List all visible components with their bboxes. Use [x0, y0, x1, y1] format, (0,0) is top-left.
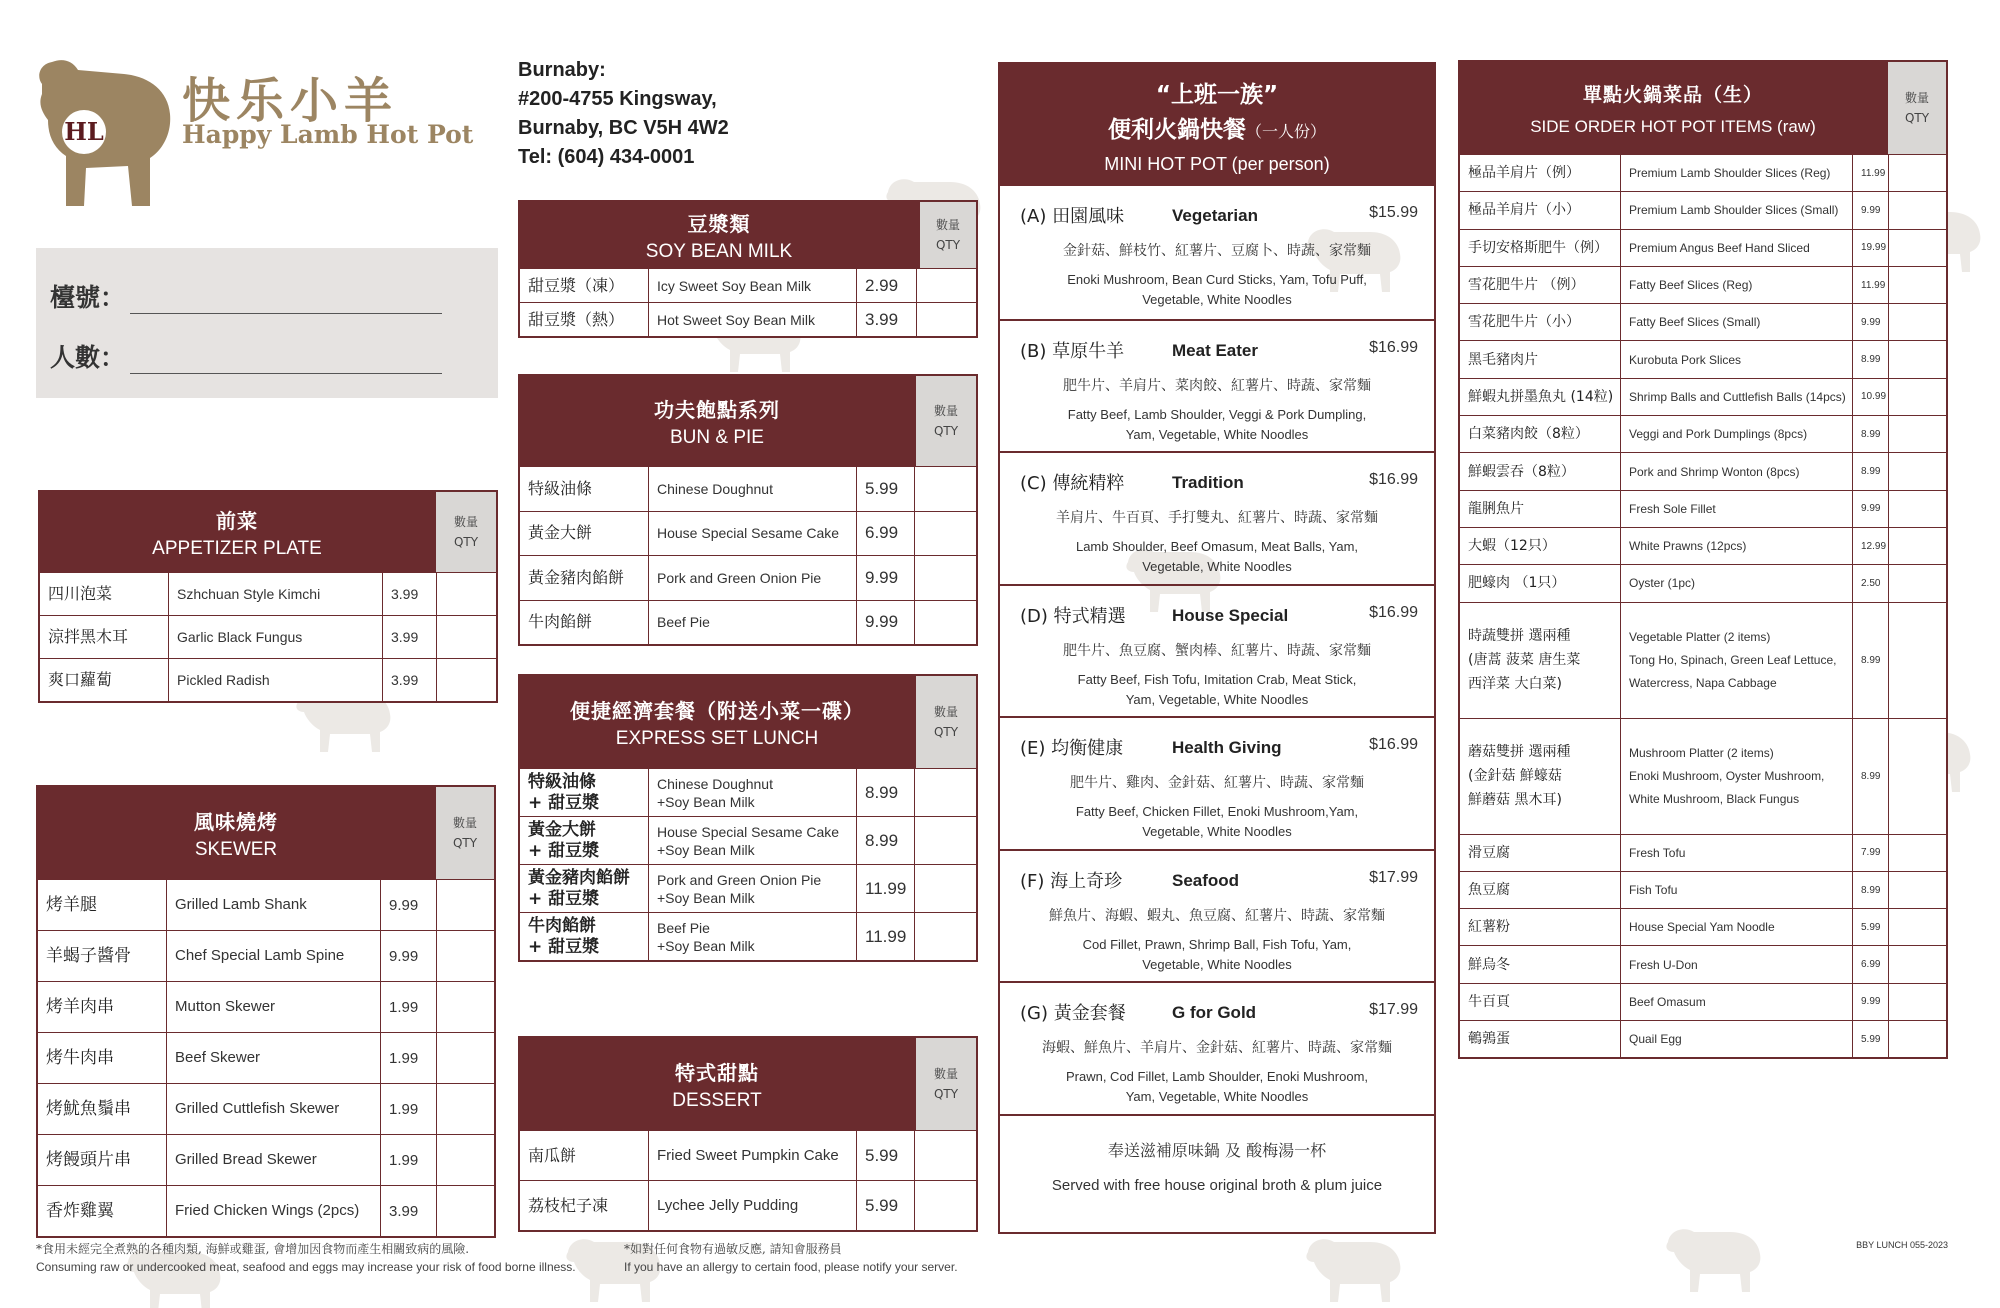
combo-name-cn: (E) 均衡健康	[1020, 738, 1124, 759]
item-price: 9.99	[856, 556, 914, 600]
restaurant-address	[518, 56, 938, 172]
combo-ingredients-cn: 肥牛片、魚豆腐、蟹肉棒、紅薯片、時蔬、家常麵	[1063, 642, 1371, 659]
item-name-en: Kurobuta Pork Slices	[1620, 341, 1852, 377]
item-qty-cell[interactable]	[436, 1033, 494, 1083]
item-qty-cell[interactable]	[1888, 267, 1946, 303]
item-name-cn: 黃金大餅	[528, 523, 593, 543]
item-qty-cell[interactable]	[1888, 304, 1946, 340]
combo-name-en: Vegetarian	[1172, 206, 1258, 225]
hot-pot-combo	[1000, 981, 1434, 1114]
menu-item-row	[520, 268, 976, 302]
item-price: 5.99	[1852, 909, 1888, 945]
item-name-en: Szhchuan Style Kimchi	[168, 573, 382, 615]
item-price: 3.99	[856, 303, 916, 336]
raw-food-warning: *食用未經完全煮熟的各種肉類, 海鮮或雞蛋, 會增加因食物而產生相關致病的風險. Consuming raw or undercooked meat, seafood and eggs may increase your risk of food borne illness.	[36, 1242, 576, 1274]
menu-item-row	[38, 981, 494, 1032]
item-qty-cell[interactable]	[914, 865, 976, 912]
set-name-en: Beef Pie +Soy Bean Milk	[648, 913, 856, 960]
combo-ingredients-cn: 肥牛片、雞肉、金針菇、紅薯片、時蔬、家常麵	[1070, 775, 1364, 791]
item-name-cn: 魚豆腐	[1468, 882, 1510, 898]
combo-price: $16.99	[1369, 471, 1418, 488]
item-name-cn: 滑豆腐	[1468, 844, 1510, 861]
sheep-watermark	[1666, 1229, 1760, 1292]
item-qty-cell[interactable]	[1888, 719, 1946, 834]
item-qty-cell[interactable]	[1888, 565, 1946, 601]
item-name-cn: 鵪鶉蛋	[1468, 1031, 1510, 1048]
item-name-cn: 香炸雞翼	[46, 1201, 114, 1221]
item-price: 3.99	[380, 1186, 436, 1236]
appetizer-section	[38, 490, 498, 703]
item-name-cn: 南瓜餅	[528, 1145, 577, 1165]
set-price: 8.99	[856, 817, 914, 864]
platter-name-cn: 時蔬雙拼 選兩種 (唐蒿 菠菜 唐生菜 西洋菜 大白菜)	[1468, 628, 1581, 693]
platter-row	[1460, 602, 1946, 718]
item-qty-cell[interactable]	[914, 467, 976, 511]
combo-name-cn: (F) 海上奇珍	[1020, 870, 1123, 892]
item-name-cn: 龍脷魚片	[1468, 500, 1524, 517]
combo-ingredients-cn: 肥牛片、羊肩片、菜肉餃、紅薯片、時蔬、家常麵	[1063, 377, 1371, 394]
hot-pot-combo	[1000, 451, 1434, 584]
item-name-en: White Prawns (12pcs)	[1620, 528, 1852, 564]
item-qty-cell[interactable]	[1888, 230, 1946, 266]
item-name-cn: 烤魷魚鬚串	[46, 1099, 131, 1119]
people-count-field[interactable]	[130, 368, 442, 374]
allergy-notice: *如對任何食物有過敏反應, 請知會服務員 If you have an allergy to certain food, please notify your server.	[624, 1242, 958, 1274]
item-price: 9.99	[1852, 984, 1888, 1020]
item-qty-cell[interactable]	[1888, 984, 1946, 1020]
item-name-cn: 黑毛豬肉片	[1468, 351, 1538, 368]
menu-item-row	[1460, 452, 1946, 489]
item-price: 9.99	[380, 880, 436, 930]
item-price: 7.99	[1852, 835, 1888, 871]
item-name-en: Premium Angus Beef Hand Sliced	[1620, 230, 1852, 266]
menu-item-row	[40, 658, 496, 701]
item-qty-cell[interactable]	[436, 982, 494, 1032]
dessert-section	[518, 1036, 978, 1232]
qty-header: 數量 QTY	[434, 492, 496, 572]
menu-item-row	[520, 511, 976, 556]
item-name-cn: 烤饅頭片串	[46, 1150, 131, 1170]
soy-milk-section	[518, 200, 978, 338]
item-name-en: Pork and Shrimp Wonton (8pcs)	[1620, 453, 1852, 489]
item-price: 1.99	[380, 1135, 436, 1185]
platter-name-en: Mushroom Platter (2 items) Enoki Mushroom, Oyster Mushroom, White Mushroom, Black Fungus	[1620, 719, 1852, 834]
item-name-cn: 大蝦（12只）	[1468, 538, 1556, 555]
menu-item-row	[38, 1032, 494, 1083]
item-price: 8.99	[1852, 341, 1888, 377]
combo-name-cn: (B) 草原牛羊	[1020, 340, 1125, 362]
menu-item-row	[1460, 415, 1946, 452]
menu-item-row	[1460, 983, 1946, 1020]
item-name-en: Hot Sweet Soy Bean Milk	[648, 303, 856, 336]
item-name-en: Mutton Skewer	[166, 982, 380, 1032]
menu-item-row	[38, 930, 494, 981]
combo-name-en: Health Giving	[1172, 738, 1282, 757]
combo-ingredients-cn: 海蝦、鮮魚片、羊肩片、金針菇、紅薯片、時蔬、家常麵	[1042, 1040, 1392, 1056]
item-qty-cell[interactable]	[1888, 155, 1946, 191]
item-qty-cell[interactable]	[1888, 835, 1946, 871]
item-name-cn: 牛百頁	[1468, 993, 1510, 1010]
menu-item-row	[1460, 378, 1946, 415]
set-name-cn: 牛肉餡餅 + 甜豆漿	[528, 915, 600, 957]
item-name-cn: 羊蝎子醬骨	[46, 946, 131, 966]
hot-pot-combo	[1000, 186, 1434, 319]
combo-name-en: Seafood	[1172, 870, 1240, 890]
menu-item-row	[520, 555, 976, 600]
combo-price: $17.99	[1369, 1001, 1418, 1018]
item-qty-cell[interactable]	[436, 931, 494, 981]
brand-logo	[32, 56, 474, 216]
combo-ingredients-en: Fatty Beef, Lamb Shoulder, Veggi & Pork Dumpling, Yam, Vegetable, White Noodles	[1067, 406, 1367, 442]
combo-price: $15.99	[1369, 204, 1418, 221]
menu-item-row	[1460, 945, 1946, 982]
combo-name-cn: (G) 黃金套餐	[1020, 1003, 1126, 1024]
item-price: 3.99	[382, 616, 436, 658]
item-name-cn: 牛肉餡餅	[528, 612, 593, 632]
item-name-en: Fresh Tofu	[1620, 835, 1852, 871]
combo-ingredients-cn: 鮮魚片、海蝦、蝦丸、魚豆腐、紅薯片、時蔬、家常麵	[1049, 907, 1385, 924]
menu-item-row	[520, 1180, 976, 1230]
menu-item-row	[1460, 527, 1946, 564]
item-name-en: Chinese Doughnut	[648, 467, 856, 511]
item-price: 6.99	[856, 512, 914, 556]
express-set-row	[520, 768, 976, 816]
hot-pot-combo	[1000, 849, 1434, 982]
item-name-en: Premium Lamb Shoulder Slices (Small)	[1620, 192, 1852, 228]
item-qty-cell[interactable]	[914, 601, 976, 645]
menu-item-row	[1460, 340, 1946, 377]
item-name-en: Garlic Black Fungus	[168, 616, 382, 658]
menu-item-row	[1460, 908, 1946, 945]
item-price: 2.99	[856, 269, 916, 302]
combo-name-cn: (C) 傳統精粹	[1020, 473, 1125, 494]
item-name-cn: 極品羊肩片（小）	[1468, 202, 1580, 219]
item-price: 9.99	[1852, 304, 1888, 340]
item-name-en: Beef Omasum	[1620, 984, 1852, 1020]
item-name-en: Pickled Radish	[168, 659, 382, 701]
item-qty-cell[interactable]	[914, 913, 976, 960]
platter-name-en: Vegetable Platter (2 items) Tong Ho, Spinach, Green Leaf Lettuce, Watercress, Napa Cabbage	[1620, 603, 1852, 718]
combo-ingredients-cn: 羊肩片、牛百頁、手打雙丸、紅薯片、時蔬、家常麵	[1056, 510, 1378, 526]
item-price: 5.99	[856, 1181, 914, 1230]
sheep-watermark	[1306, 1239, 1400, 1302]
platter-price: 8.99	[1852, 603, 1888, 718]
item-name-en: Beef Pie	[648, 601, 856, 645]
qty-header: 數量 QTY	[434, 787, 494, 879]
combo-name-cn: (A) 田園風味	[1020, 206, 1125, 227]
set-name-en: Pork and Green Onion Pie +Soy Bean Milk	[648, 865, 856, 912]
set-name-en: Chinese Doughnut +Soy Bean Milk	[648, 769, 856, 816]
table-number-label: 檯號：	[50, 283, 126, 312]
menu-item-row	[1460, 1020, 1946, 1057]
set-name-cn: 黃金豬肉餡餅 + 甜豆漿	[528, 867, 630, 909]
menu-item-row	[38, 1134, 494, 1185]
combo-ingredients-en: Prawn, Cod Fillet, Lamb Shoulder, Enoki Mushroom, Yam, Vegetable, White Noodles	[1065, 1069, 1369, 1104]
menu-code: BBY LUNCH 055-2023	[1856, 1240, 1948, 1250]
menu-item-row	[38, 1083, 494, 1134]
address-region: Burnaby, BC V5H 4W2	[518, 117, 729, 139]
address-city: Burnaby:	[518, 59, 606, 81]
item-name-en: Fried Chicken Wings (2pcs)	[166, 1186, 380, 1236]
item-qty-cell[interactable]	[914, 769, 976, 816]
item-name-cn: 爽口蘿蔔	[48, 670, 113, 689]
appetizer-title: 前菜 APPETIZER PLATE	[40, 492, 434, 572]
menu-item-row	[1460, 564, 1946, 601]
set-name-cn: 特級油條 + 甜豆漿	[528, 771, 600, 813]
item-name-en: Oyster (1pc)	[1620, 565, 1852, 601]
item-name-en: Grilled Bread Skewer	[166, 1135, 380, 1185]
item-name-en: Fatty Beef Slices (Small)	[1620, 304, 1852, 340]
item-name-en: Grilled Cuttlefish Skewer	[166, 1084, 380, 1134]
skewer-section	[36, 785, 496, 1238]
brand-name-cn: 快乐小羊	[182, 73, 399, 129]
item-qty-cell[interactable]	[914, 512, 976, 556]
item-name-cn: 四川泡菜	[48, 584, 113, 603]
item-qty-cell[interactable]	[1888, 379, 1946, 415]
item-name-en: Fish Tofu	[1620, 872, 1852, 908]
menu-item-row	[520, 1130, 976, 1180]
item-name-en: Beef Skewer	[166, 1033, 380, 1083]
item-price: 2.50	[1852, 565, 1888, 601]
item-qty-cell[interactable]	[1888, 1021, 1946, 1057]
express-set-row	[520, 864, 976, 912]
combo-ingredients-en: Lamb Shoulder, Beef Omasum, Meat Balls, Yam, Vegetable, White Noodles	[1075, 539, 1359, 574]
item-price: 5.99	[856, 467, 914, 511]
item-qty-cell[interactable]	[1888, 872, 1946, 908]
item-price: 1.99	[380, 1084, 436, 1134]
combo-name-en: Tradition	[1172, 473, 1244, 492]
item-qty-cell[interactable]	[914, 556, 976, 600]
item-price: 3.99	[382, 573, 436, 615]
express-set-row	[520, 912, 976, 960]
item-name-en: Chef Special Lamb Spine	[166, 931, 380, 981]
item-name-cn: 雪花肥牛片（小）	[1468, 314, 1580, 331]
menu-item-row	[1460, 154, 1946, 191]
item-name-cn: 鮮蝦丸拼墨魚丸 (14粒)	[1468, 388, 1614, 405]
item-name-en: Quail Egg	[1620, 1021, 1852, 1057]
item-name-en: Fried Sweet Pumpkin Cake	[648, 1131, 856, 1180]
item-name-cn: 極品羊肩片（例）	[1468, 165, 1580, 182]
express-set-row	[520, 816, 976, 864]
combo-ingredients-en: Enoki Mushroom, Bean Curd Sticks, Yam, Tofu Puff, Vegetable, White Noodles	[1067, 272, 1367, 307]
platter-row	[1460, 718, 1946, 834]
brand-name-en: Happy Lamb Hot Pot	[182, 120, 474, 149]
item-name-cn: 黃金豬肉餡餅	[528, 567, 625, 587]
item-name-cn: 涼拌黑木耳	[48, 627, 129, 646]
table-number-field[interactable]	[130, 308, 442, 314]
set-price: 11.99	[856, 913, 914, 960]
item-price: 19.99	[1852, 230, 1888, 266]
address-tel: Tel: (604) 434-0001	[518, 146, 695, 168]
item-price: 1.99	[380, 1033, 436, 1083]
item-qty-cell[interactable]	[436, 880, 494, 930]
item-name-en: Shrimp Balls and Cuttlefish Balls (14pcs)	[1620, 379, 1852, 415]
combo-price: $17.99	[1369, 868, 1418, 886]
item-price: 11.99	[1852, 267, 1888, 303]
item-name-cn: 荔枝杞子凍	[528, 1195, 609, 1215]
set-name-en: House Special Sesame Cake +Soy Bean Milk	[648, 817, 856, 864]
item-price: 6.99	[1852, 946, 1888, 982]
combo-ingredients-en: Cod Fillet, Prawn, Shrimp Ball, Fish Tofu, Yam, Vegetable, White Noodles	[1082, 936, 1352, 972]
set-price: 11.99	[856, 865, 914, 912]
item-qty-cell[interactable]	[914, 1131, 976, 1180]
item-price: 12.99	[1852, 528, 1888, 564]
item-qty-cell[interactable]	[1888, 603, 1946, 718]
item-qty-cell[interactable]	[436, 1084, 494, 1134]
item-qty-cell[interactable]	[436, 1186, 494, 1236]
menu-item-row	[38, 1185, 494, 1236]
item-name-en: Grilled Lamb Shank	[166, 880, 380, 930]
bun-pie-section	[518, 374, 978, 646]
item-qty-cell[interactable]	[1888, 416, 1946, 452]
item-qty-cell[interactable]	[1888, 453, 1946, 489]
qty-header: 數量 QTY	[1886, 62, 1946, 154]
item-name-cn: 紅薯粉	[1468, 919, 1510, 936]
item-price: 8.99	[1852, 453, 1888, 489]
qty-header: 數量 QTY	[914, 376, 976, 466]
menu-item-row	[1460, 834, 1946, 871]
platter-price: 8.99	[1852, 719, 1888, 834]
soy-milk-title: 豆漿類 SOY BEAN MILK	[520, 202, 918, 268]
hot-pot-combo	[1000, 584, 1434, 717]
item-price: 11.99	[1852, 155, 1888, 191]
item-qty-cell[interactable]	[1888, 528, 1946, 564]
item-name-cn: 肥蠔肉 （1只）	[1468, 575, 1566, 592]
item-name-cn: 烤牛肉串	[46, 1048, 114, 1068]
lamb-logo-icon	[32, 56, 182, 216]
express-lunch-section	[518, 674, 978, 962]
item-name-en: Pork and Green Onion Pie	[648, 556, 856, 600]
item-name-en: Fresh U-Don	[1620, 946, 1852, 982]
menu-item-row	[520, 600, 976, 645]
item-name-en: House Special Sesame Cake	[648, 512, 856, 556]
item-name-en: House Special Yam Noodle	[1620, 909, 1852, 945]
combo-price: $16.99	[1369, 338, 1418, 356]
menu-item-row	[1460, 191, 1946, 228]
mini-hot-pot-title: “上班一族” 便利火鍋快餐（一人份） MINI HOT POT (per person)	[1000, 64, 1434, 186]
item-name-en: Icy Sweet Soy Bean Milk	[648, 269, 856, 302]
combo-price: $16.99	[1369, 603, 1418, 621]
item-name-cn: 鮮烏冬	[1468, 956, 1510, 973]
combo-ingredients-en: Fatty Beef, Chicken Fillet, Enoki Mushroom,Yam, Vegetable, White Noodles	[1075, 804, 1359, 839]
item-qty-cell[interactable]	[436, 1135, 494, 1185]
item-name-en: Veggi and Pork Dumplings (8pcs)	[1620, 416, 1852, 452]
item-name-en: Fresh Sole Fillet	[1620, 491, 1852, 527]
item-name-en: Fatty Beef Slices (Reg)	[1620, 267, 1852, 303]
qty-header: 數量 QTY	[914, 676, 976, 768]
dessert-title: 特式甜點 DESSERT	[520, 1038, 914, 1130]
item-qty-cell[interactable]	[1888, 909, 1946, 945]
combo-name-cn: (D) 特式精選	[1020, 605, 1126, 627]
item-qty-cell[interactable]	[436, 573, 496, 615]
svg-text:HL: HL	[64, 117, 104, 146]
item-qty-cell[interactable]	[436, 616, 496, 658]
item-price: 3.99	[382, 659, 436, 701]
qty-header: 數量 QTY	[918, 202, 976, 268]
side-order-section	[1458, 60, 1948, 1059]
item-qty-cell[interactable]	[1888, 341, 1946, 377]
combo-ingredients-cn: 金針菇、鮮枝竹、紅薯片、豆腐卜、時蔬、家常麵	[1063, 243, 1371, 259]
combo-price: $16.99	[1369, 736, 1418, 753]
item-price: 10.99	[1852, 379, 1888, 415]
hot-pot-combo	[1000, 716, 1434, 849]
item-qty-cell[interactable]	[1888, 491, 1946, 527]
item-name-en: Premium Lamb Shoulder Slices (Reg)	[1620, 155, 1852, 191]
menu-item-row	[38, 879, 494, 930]
item-qty-cell[interactable]	[1888, 192, 1946, 228]
item-price: 5.99	[856, 1131, 914, 1180]
free-broth-note: 奉送滋補原味鍋 及 酸梅湯一杯 Served with free house original broth & plum juice	[1000, 1114, 1434, 1222]
item-qty-cell[interactable]	[914, 1181, 976, 1230]
item-name-cn: 甜豆漿（熱）	[528, 309, 625, 329]
menu-item-row	[40, 572, 496, 615]
item-price: 9.99	[1852, 192, 1888, 228]
item-price: 1.99	[380, 982, 436, 1032]
item-name-cn: 白菜豬肉餃（8粒）	[1468, 426, 1589, 443]
address-street: #200-4755 Kingsway,	[518, 88, 717, 110]
menu-item-row	[1460, 229, 1946, 266]
hot-pot-combo	[1000, 319, 1434, 452]
skewer-title: 風味燒烤 SKEWER	[38, 787, 434, 879]
combo-name-en: G for Gold	[1172, 1003, 1257, 1022]
side-order-title: 單點火鍋菜品（生） SIDE ORDER HOT POT ITEMS (raw)	[1460, 62, 1886, 154]
item-qty-cell[interactable]	[916, 269, 976, 302]
menu-item-row	[1460, 871, 1946, 908]
item-price: 9.99	[1852, 491, 1888, 527]
combo-ingredients-en: Fatty Beef, Fish Tofu, Imitation Crab, Meat Stick, Yam, Vegetable, White Noodles	[1077, 671, 1357, 707]
menu-item-row	[1460, 303, 1946, 340]
item-name-cn: 烤羊腿	[46, 895, 97, 915]
order-info-box	[36, 248, 498, 398]
item-price: 8.99	[1852, 416, 1888, 452]
item-name-cn: 雪花肥牛片 （例）	[1468, 277, 1585, 294]
menu-item-row	[1460, 490, 1946, 527]
item-name-cn: 手切安格斯肥牛（例）	[1468, 239, 1608, 256]
item-name-cn: 甜豆漿（凍）	[528, 275, 625, 295]
menu-item-row	[520, 302, 976, 336]
item-name-en: Lychee Jelly Pudding	[648, 1181, 856, 1230]
item-price: 5.99	[1852, 1021, 1888, 1057]
menu-item-row	[1460, 266, 1946, 303]
qty-header: 數量 QTY	[914, 1038, 976, 1130]
item-qty-cell[interactable]	[914, 817, 976, 864]
item-qty-cell[interactable]	[436, 659, 496, 701]
combo-name-en: House Special	[1172, 605, 1289, 625]
express-lunch-title: 便捷經濟套餐（附送小菜一碟） EXPRESS SET LUNCH	[520, 676, 914, 768]
item-qty-cell[interactable]	[916, 303, 976, 336]
item-name-cn: 烤羊肉串	[46, 997, 114, 1017]
mini-hot-pot-section	[998, 62, 1436, 1234]
item-price: 9.99	[856, 601, 914, 645]
item-price: 8.99	[1852, 872, 1888, 908]
item-qty-cell[interactable]	[1888, 946, 1946, 982]
set-price: 8.99	[856, 769, 914, 816]
item-price: 9.99	[380, 931, 436, 981]
platter-name-cn: 蘑菇雙拼 選兩種 (金針菇 鮮蠔菇 鮮蘑菇 黑木耳)	[1468, 744, 1571, 809]
set-name-cn: 黃金大餅 + 甜豆漿	[528, 819, 600, 861]
menu-item-row	[520, 466, 976, 511]
combo-name-en: Meat Eater	[1172, 340, 1258, 360]
people-count-label: 人數：	[50, 343, 126, 372]
item-name-cn: 鮮蝦雲吞（8粒）	[1468, 463, 1575, 480]
bun-pie-title: 功夫飽點系列 BUN & PIE	[520, 376, 914, 466]
item-name-cn: 特級油條	[528, 478, 593, 498]
menu-item-row	[40, 615, 496, 658]
